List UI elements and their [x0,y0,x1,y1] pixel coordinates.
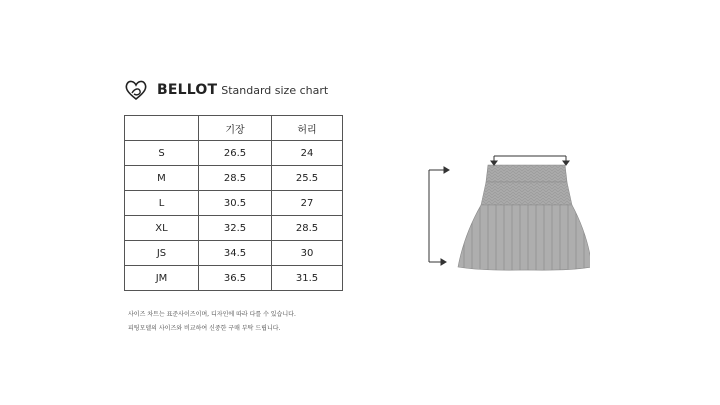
length-value: 30.5 [199,191,272,216]
length-value: 28.5 [199,166,272,191]
skirt-waistband [486,165,567,182]
table-row [125,241,343,266]
length-value: 26.5 [199,141,272,166]
column-header-length: 기장 [199,116,272,141]
note-line: 피팅모델의 사이즈와 비교하여 신중한 구매 부탁 드립니다. [128,325,281,332]
size-label: L [125,191,199,216]
length-arrow-icon [429,167,449,265]
bellot-logo-icon [123,78,149,102]
table-row [125,166,343,191]
column-header-size [125,116,199,141]
table-header-row [125,116,343,141]
chart-header [123,78,328,102]
table-row [125,191,343,216]
table-row [125,216,343,241]
length-value: 34.5 [199,241,272,266]
table-row [125,266,343,291]
skirt-pleats [458,205,590,270]
size-label: S [125,141,199,166]
size-notes [128,308,296,336]
chart-subtitle: Standard size chart [221,83,329,97]
waist-value: 30 [272,241,343,266]
skirt-measurement-figure [420,150,590,275]
size-label: JM [125,266,199,291]
brand-name: BELLOT [157,82,218,98]
length-value: 32.5 [199,216,272,241]
waist-arrow-icon [491,156,569,165]
waist-value: 27 [272,191,343,216]
size-label: XL [125,216,199,241]
size-label: JS [125,241,199,266]
skirt-yoke [481,182,572,205]
column-header-waist: 허리 [272,116,343,141]
note-line: 사이즈 차트는 표준사이즈이며, 디자인에 따라 다를 수 있습니다. [128,311,296,318]
waist-value: 28.5 [272,216,343,241]
waist-value: 24 [272,141,343,166]
waist-value: 25.5 [272,166,343,191]
size-label: M [125,166,199,191]
length-value: 36.5 [199,266,272,291]
waist-value: 31.5 [272,266,343,291]
table-row [125,141,343,166]
size-table [124,115,343,291]
